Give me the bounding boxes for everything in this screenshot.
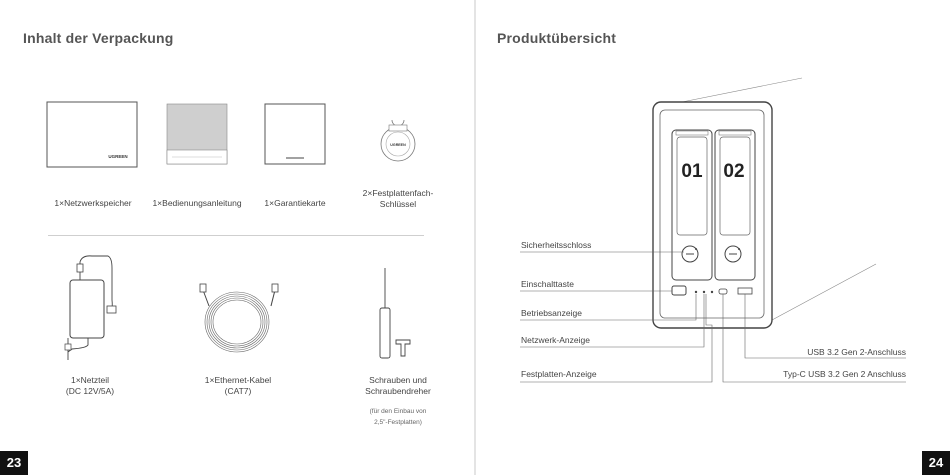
label-drive-indicator: Festplatten-Anzeige [521, 369, 597, 379]
label-security-lock: Sicherheitsschloss [521, 240, 592, 250]
bay-2-number: 02 [723, 161, 745, 182]
screwdriver-illustration [380, 268, 410, 358]
caption-screws [350, 375, 446, 397]
right-page [476, 0, 950, 475]
label-network-indicator: Netzwerk-Anzeige [521, 335, 590, 345]
caption-key [350, 188, 446, 210]
label-usb-a-port: USB 3.2 Gen 2-Anschluss [807, 347, 906, 357]
page-title: Produktübersicht [497, 30, 617, 46]
page-number: 24 [922, 451, 950, 475]
caption-manual: 1×Bedienungsanleitung [152, 198, 242, 208]
caption-warranty: 1×Garantiekarte [264, 198, 326, 208]
caption-cable [188, 375, 288, 397]
caption-key-line1: 2×Festplattenfach- [362, 188, 434, 198]
caption-screws-line2: Schraubendreher [365, 386, 431, 396]
caption-adapter-line2: (DC 12V/5A) [65, 386, 115, 396]
caption-adapter [50, 375, 130, 397]
manual-illustration [167, 104, 227, 164]
drive-bay-2 [715, 130, 755, 280]
left-page [0, 0, 474, 475]
page-number: 23 [0, 451, 28, 475]
drive-bay-1 [672, 130, 712, 280]
caption-cable-line1: 1×Ethernet-Kabel [204, 375, 272, 385]
power-button [672, 286, 686, 295]
bay-1-number: 01 [681, 161, 703, 182]
caption-screws-note-line1: (für den Einbau von [369, 408, 427, 415]
power-adapter-illustration [65, 256, 116, 360]
caption-screws-note [350, 406, 446, 428]
caption-adapter-line1: 1×Netzteil [70, 375, 110, 385]
caption-cable-line2: (CAT7) [224, 386, 252, 396]
usb-c-port [719, 289, 727, 294]
page-title: Inhalt der Verpackung [23, 30, 174, 46]
caption-nas: 1×Netzwerkspeicher [54, 198, 132, 208]
label-power-indicator: Betriebsanzeige [521, 308, 582, 318]
label-power-button: Einschalttaste [521, 279, 574, 289]
package-contents-illustrations [0, 0, 474, 475]
key-illustration [381, 120, 415, 161]
caption-screws-line1: Schrauben und [369, 375, 427, 385]
key-logo: UGREEN [390, 143, 406, 147]
section-divider [48, 235, 424, 236]
usb-a-port [738, 288, 752, 294]
caption-key-line2: Schlüssel [379, 199, 417, 209]
label-usb-c-port: Typ-C USB 3.2 Gen 2 Anschluss [783, 369, 906, 379]
nas-box-logo: UGREEN [108, 154, 128, 159]
ethernet-cable-illustration [200, 284, 278, 352]
nas-product-diagram [476, 0, 950, 475]
caption-screws-note-line2: 2,5"-Festplatten) [374, 419, 422, 426]
nas-box-illustration [47, 102, 137, 167]
warranty-card-illustration [265, 104, 325, 164]
